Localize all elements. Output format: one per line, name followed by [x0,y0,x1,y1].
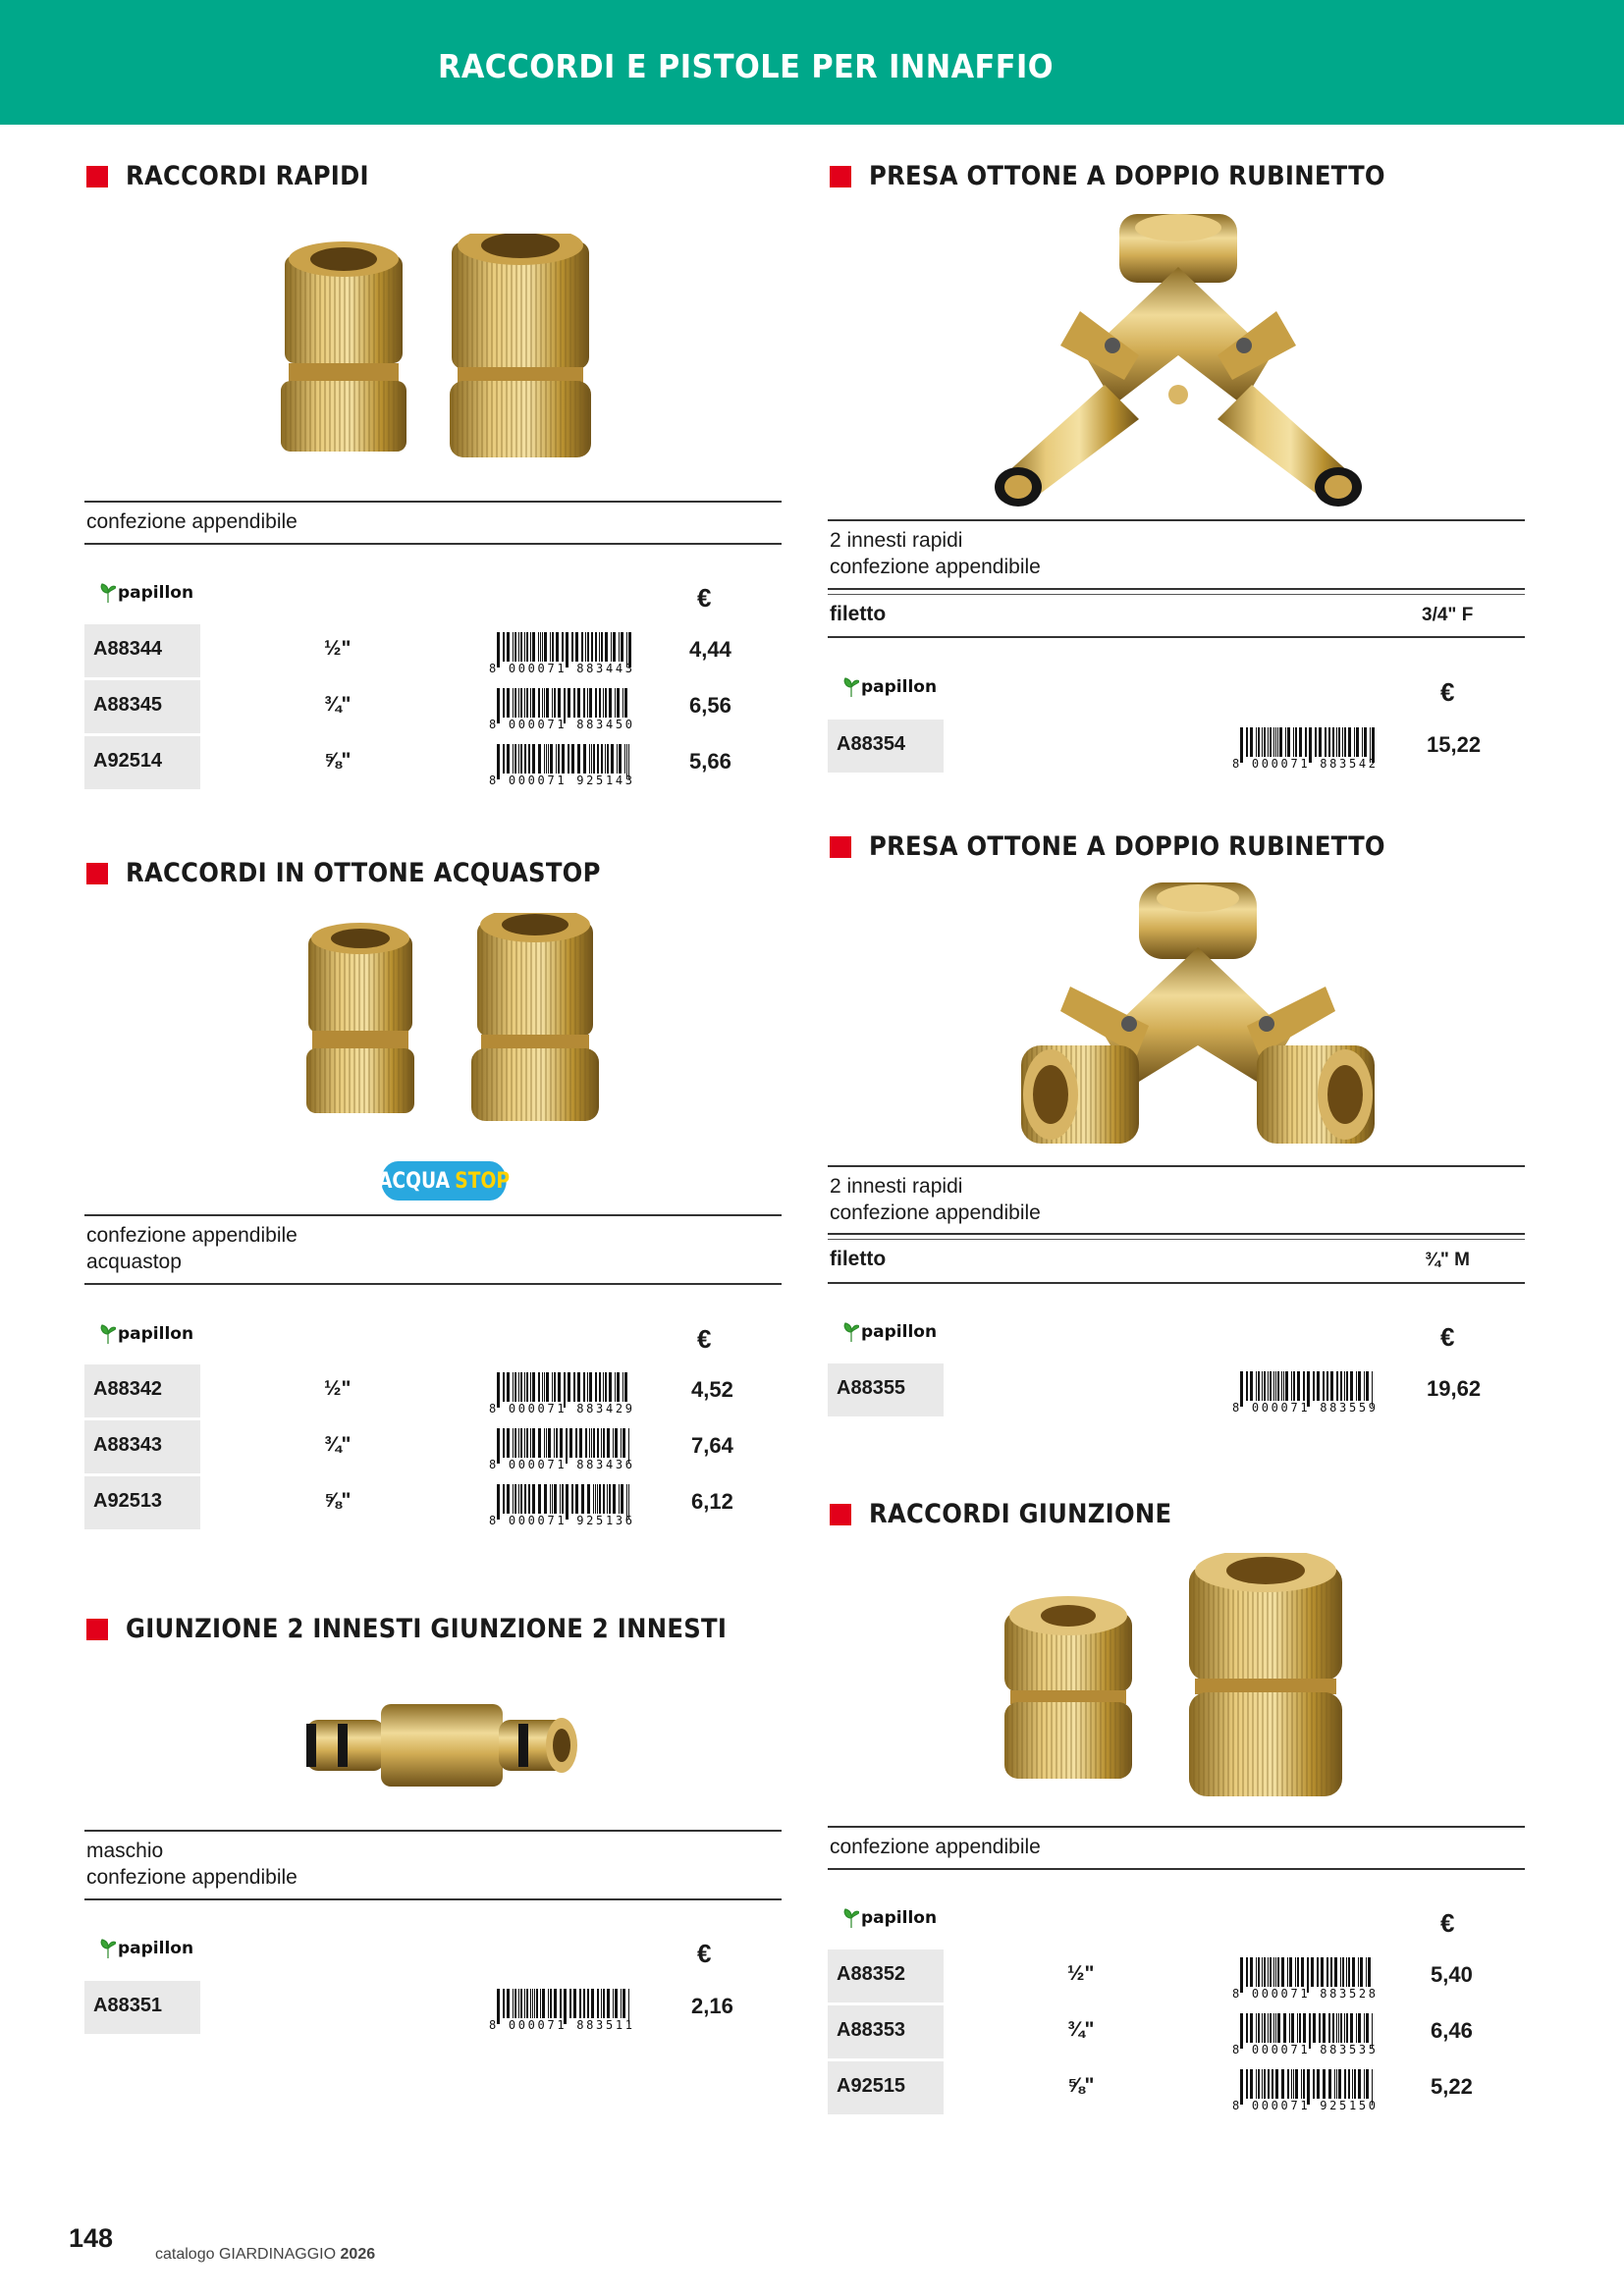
product-size: ½" [1067,1962,1095,1985]
product-description: maschio confezione appendibile [86,1840,298,1889]
product-price: 7,64 [691,1433,733,1458]
table-row [84,624,772,677]
code-cell [84,1476,200,1529]
svg-text:8 000071 883429: 8 000071 883429 [489,1402,632,1414]
code-cell [84,736,200,789]
product-price: 15,22 [1427,732,1482,757]
divider [828,519,1525,521]
brand-logo: papillon [100,1939,193,1958]
code-cell [84,1420,200,1473]
brand-logo: papillon [843,1908,937,1928]
brand-logo: papillon [100,583,193,603]
section-title: PRESA OTTONE A DOPPIO RUBINETTO [830,161,1442,191]
brand-logo: papillon [843,1322,937,1342]
barcode [487,1989,634,2030]
product-description: confezione appendibile acquastop [86,1224,298,1273]
svg-text:8 000071 883450: 8 000071 883450 [489,718,632,729]
divider [828,1239,1525,1240]
code-cell [828,1363,944,1416]
barcode [487,1428,634,1469]
spec-value: 3/4" F [1422,605,1474,625]
product-price: 4,52 [691,1377,733,1402]
product-code: A88354 [837,733,906,755]
barcode [487,1372,634,1414]
product-code: A88352 [837,1963,906,1985]
barcode [1230,2069,1378,2110]
code-cell [828,720,944,773]
table-row [828,1363,1515,1416]
product-code: A92514 [93,750,163,772]
double-male-connector-image [295,1681,589,1808]
svg-text:8 000071 883528: 8 000071 883528 [1232,1987,1376,1999]
double-tap-quick-connector-image [967,208,1389,512]
divider [84,501,782,503]
code-cell [84,1364,200,1417]
page-title: RACCORDI E PISTOLE PER INNAFFIO [438,47,1054,85]
product-price: 5,22 [1431,2074,1473,2099]
svg-text:8 000071 925136: 8 000071 925136 [489,1514,632,1525]
currency-symbol: € [1440,1322,1455,1352]
product-size: ⅝" [324,1489,352,1512]
divider [84,543,782,545]
currency-symbol: € [697,1939,712,1968]
red-square-icon [86,1619,108,1640]
divider [828,636,1525,638]
divider [84,1898,782,1900]
product-size: ¾" [1067,2018,1095,2041]
double-tap-male-thread-image [1011,879,1384,1153]
section-title: PRESA OTTONE A DOPPIO RUBINETTO [830,831,1442,862]
table-row [828,2005,1515,2058]
leaf-icon [100,1939,116,1958]
leaf-icon [100,583,116,603]
divider [828,1826,1525,1828]
product-description: 2 innesti rapidi confezione appendibile [830,1175,1041,1224]
product-code: A88345 [93,694,163,716]
divider [828,588,1525,590]
red-square-icon [86,166,108,187]
divider [84,1830,782,1832]
svg-text:8 000071 883542: 8 000071 883542 [1232,757,1376,769]
leaf-icon [843,677,859,697]
product-code: A88353 [837,2019,906,2041]
table-row [828,2061,1515,2114]
product-price: 6,56 [689,693,731,718]
product-price: 19,62 [1427,1376,1482,1401]
currency-symbol: € [697,1324,712,1354]
page-header [0,0,1624,125]
table-row [828,720,1515,773]
page-number: 148 [69,2223,114,2253]
product-size: ¾" [324,1433,352,1456]
table-row [84,1420,772,1473]
product-code: A88343 [93,1434,163,1456]
red-square-icon [830,166,851,187]
barcode [1230,1957,1378,1999]
product-description: 2 innesti rapidi confezione appendibile [830,529,1041,578]
product-code: A88355 [837,1377,906,1399]
product-price: 5,66 [689,749,731,774]
section-title: GIUNZIONE 2 INNESTI GIUNZIONE 2 INNESTI [86,1614,793,1644]
product-price: 5,40 [1431,1962,1473,1987]
table-row [84,680,772,733]
divider [828,1165,1525,1167]
currency-symbol: € [1440,1908,1455,1938]
spec-value: ¾" M [1425,1250,1470,1270]
divider [828,1282,1525,1284]
leaf-icon [843,1322,859,1342]
product-size: ½" [324,1377,352,1400]
code-cell [828,2005,944,2058]
quick-connector-pair-image [275,234,609,459]
product-price: 4,44 [689,637,731,662]
barcode [487,1484,634,1525]
section-title: RACCORDI RAPIDI [86,161,396,191]
product-description: confezione appendibile [86,510,298,533]
product-code: A88342 [93,1378,163,1400]
joint-connector-pair-image [997,1553,1350,1808]
code-cell [84,1981,200,2034]
leaf-icon [100,1324,116,1344]
product-code: A92515 [837,2075,906,2097]
product-code: A88344 [93,638,163,660]
spec-label: filetto [830,603,887,625]
svg-text:8 000071 883436: 8 000071 883436 [489,1458,632,1469]
svg-text:8 000071 883559: 8 000071 883559 [1232,1401,1376,1413]
product-code: A88351 [93,1995,163,2016]
barcode [487,744,634,785]
table-row [84,1364,772,1417]
product-size: ½" [324,637,352,660]
code-cell [828,1949,944,2002]
table-row [84,1476,772,1529]
acquastop-connector-pair-image [295,913,609,1129]
product-size: ⅝" [1067,2074,1095,2097]
leaf-icon [843,1908,859,1928]
barcode [487,688,634,729]
product-description: confezione appendibile [830,1836,1041,1858]
brand-logo: papillon [100,1324,193,1344]
product-size: ¾" [324,693,352,716]
code-cell [84,680,200,733]
barcode [1230,727,1378,769]
svg-text:8 000071 925143: 8 000071 925143 [489,774,632,785]
product-price: 6,12 [691,1489,733,1514]
spec-label: filetto [830,1248,887,1270]
catalog-label: catalogo GIARDINAGGIO 2026 [155,2246,376,2263]
product-code: A92513 [93,1490,163,1512]
svg-text:8 000071 883511: 8 000071 883511 [489,2018,632,2030]
red-square-icon [830,836,851,858]
table-row [828,1949,1515,2002]
svg-text:8 000071 883535: 8 000071 883535 [1232,2043,1376,2055]
product-price: 6,46 [1431,2018,1473,2043]
divider [828,1233,1525,1235]
red-square-icon [86,863,108,884]
divider [84,1214,782,1216]
brand-logo: papillon [843,677,937,697]
barcode [1230,2013,1378,2055]
divider [84,1283,782,1285]
currency-symbol: € [1440,677,1455,707]
svg-text:8 000071 925150: 8 000071 925150 [1232,2099,1376,2110]
table-row [84,1981,772,2034]
table-row [84,736,772,789]
currency-symbol: € [697,583,712,613]
product-size: ⅝" [324,749,352,772]
svg-text:8 000071 883443: 8 000071 883443 [489,662,632,673]
barcode [487,632,634,673]
divider [828,1868,1525,1870]
acquastop-badge: ACQUA STOP [381,1161,507,1201]
section-title: RACCORDI GIUNZIONE [830,1499,1206,1529]
barcode [1230,1371,1378,1413]
red-square-icon [830,1504,851,1525]
code-cell [84,624,200,677]
code-cell [828,2061,944,2114]
section-title: RACCORDI IN OTTONE ACQUASTOP [86,858,653,888]
divider [828,594,1525,595]
product-price: 2,16 [691,1994,733,2018]
